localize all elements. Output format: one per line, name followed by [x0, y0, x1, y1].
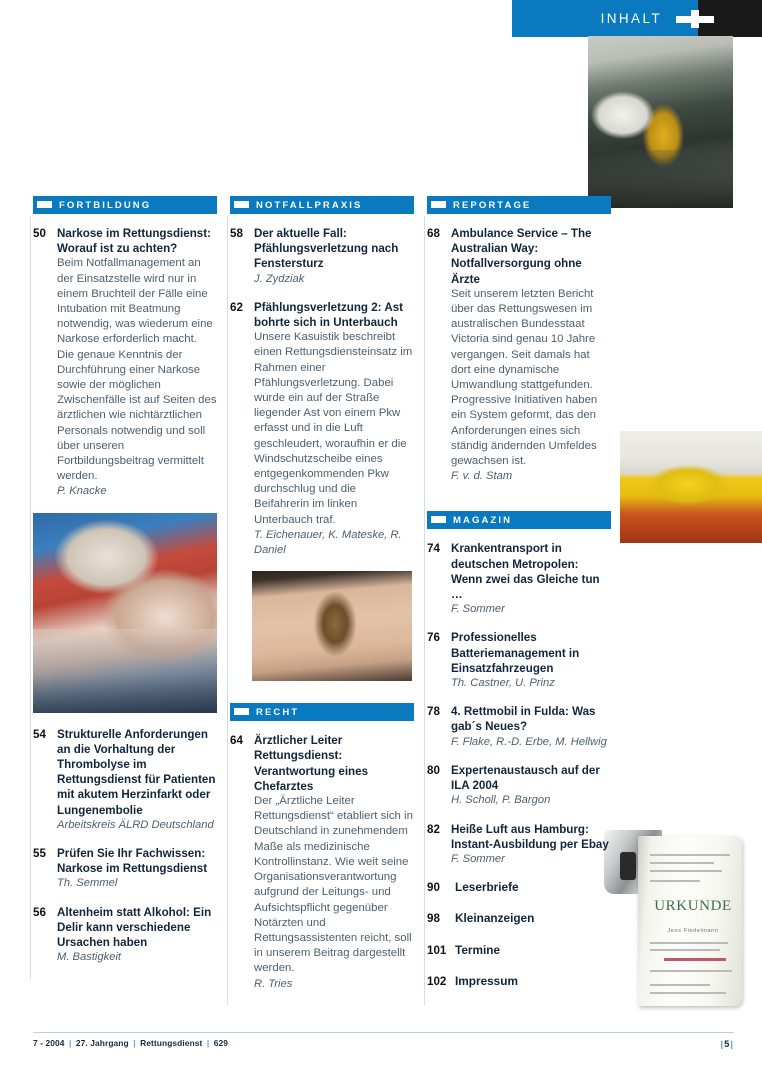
cross-icon	[676, 10, 714, 28]
footer-separator: |	[68, 1038, 72, 1048]
entry-author: J. Zydziak	[254, 272, 305, 285]
footer-separator: |	[133, 1038, 136, 1048]
dash-icon	[431, 516, 446, 523]
page-number: 62	[230, 300, 243, 314]
footer-separator: |	[720, 1038, 724, 1049]
footer-issue-line	[33, 1038, 228, 1048]
entry-title: Altenheim statt Alkohol: Ein Delir kann verschiedene Ursachen haben	[57, 905, 212, 950]
entry-author: Th. Semmel	[57, 877, 118, 890]
toc-entry[interactable]	[427, 880, 611, 895]
page-number: 55	[33, 847, 46, 861]
entry-title: Impressum	[455, 973, 518, 988]
footer-issue: 7 - 2004	[33, 1038, 65, 1048]
page-title: INHALT	[600, 11, 662, 26]
entry-title: Strukturelle Anforderungen an die Vorhaltung der Thrombolyse im Rettungsdienst für Patienten mit akutem Herzinfarkt oder Lungenembolie	[57, 727, 216, 817]
entry-title: Kleinanzeigen	[455, 911, 535, 926]
certificate-title: URKUNDE	[654, 898, 732, 914]
entry-title: Heiße Luft aus Hamburg: Instant-Ausbildung per Ebay	[451, 822, 609, 851]
entry-title: Prüfen Sie Ihr Fachwissen: Narkose im Rettungsdienst	[57, 847, 208, 876]
toc-entry[interactable]	[33, 226, 217, 500]
dash-icon	[37, 201, 52, 208]
dash-icon	[234, 201, 249, 208]
toc-entry[interactable]	[427, 630, 611, 691]
entry-text: Der „Ärztliche Leiter Rettungsdienst“ etabliert sich in Deutschland in zunehmendem Maße als medizinische Kontrollinstanz. Wie weit seine Organisationsverantwortung aufgrund der Leitungs- und Aufsichtspflicht gegenüber Notärzten und Rettungsassistenten reicht, soll in unserem Beitrag dargestellt werden.	[254, 795, 413, 975]
page-number: 102	[427, 974, 447, 988]
entry-author: H. Scholl, P. Bargon	[451, 794, 551, 807]
column-fortbildung	[33, 196, 217, 979]
emergency-rescue-patient-photo	[33, 513, 217, 713]
section-header-fortbildung	[33, 196, 217, 214]
page-number: 74	[427, 542, 440, 556]
section-header-recht	[230, 703, 414, 721]
page-number: 78	[427, 705, 440, 719]
entry-title: Leserbriefe	[455, 880, 519, 895]
section-label: FORTBILDUNG	[59, 199, 152, 211]
section-label: RECHT	[256, 706, 300, 718]
page-number: 68	[427, 227, 440, 240]
toc-entry[interactable]	[230, 733, 414, 991]
entry-author: F. v. d. Stam	[451, 470, 513, 483]
overturned-ambulance-rescue-photo	[588, 36, 733, 208]
abdominal-injury-photo	[252, 571, 412, 681]
toc-entry[interactable]	[33, 727, 217, 833]
entry-title: Krankentransport in deutschen Metropolen: Wenn zwei das Gleiche tun …	[451, 542, 600, 602]
toc-entry[interactable]	[427, 974, 611, 989]
toc-entry[interactable]	[33, 846, 217, 892]
toc-entry[interactable]	[230, 300, 414, 558]
column-notfallpraxis	[230, 196, 414, 1005]
entry-title: Termine	[455, 942, 501, 957]
toc-entry[interactable]	[230, 226, 414, 287]
page-number: 76	[427, 631, 440, 645]
entry-author: Arbeitskreis ÄLRD Deutschland	[57, 818, 214, 831]
toc-entry[interactable]	[427, 822, 611, 868]
entry-author: R. Tries	[254, 977, 293, 990]
page-number: 90	[427, 881, 440, 895]
entry-text: Beim Notfallmanagement an der Einsatzstelle wird nur in einem Bruchteil der Fälle eine Intubation mit Beatmung notwendig, was wiederum eine Narkose erforderlich macht. Die genaue Kenntnis der Durchführung einer Narkose sowie der möglichen Zwischenfälle ist auf Seiten des ärztlichen wie nichtärztlichen Personals notwendig und soll über unseren Fortbildungsbeitrag vermittelt werden.	[57, 257, 217, 483]
page-footer	[33, 1032, 734, 1052]
page-number: 54	[33, 727, 46, 741]
section-label: REPORTAGE	[453, 199, 532, 211]
page-number: 80	[427, 763, 440, 777]
entry-author: F. Sommer	[451, 852, 505, 865]
section-header-magazin	[427, 511, 611, 529]
urkunde-certificate-photo	[600, 820, 762, 1020]
entry-text: Unsere Kasuistik beschreibt einen Rettungsdiensteinsatz im Rahmen einer Pfählungsverletzung. Dabei wurde ein auf der Straße liegender Ast von einem Pkw erfasst und in die Luft geschleudert, woraufhin er die Windschutzscheibe eines entgegenkommenden Pkw durchschlug und die Beifahrerin im linken Unterbauch traf.	[254, 331, 413, 526]
section-header-reportage	[427, 196, 611, 214]
footer-separator: |	[730, 1038, 733, 1049]
footer-magazine: Rettungsdienst	[140, 1038, 203, 1048]
dash-icon	[431, 201, 446, 208]
entry-author: T. Eichenauer, K. Mateske, R. Daniel	[254, 528, 402, 557]
certificate-name: Jens Fiedelmann	[667, 928, 719, 934]
entry-title: Der aktuelle Fall: Pfählungsverletzung nach Fenstersturz	[254, 227, 399, 271]
section-label: NOTFALLPRAXIS	[256, 199, 363, 211]
entry-title: Pfählungsverletzung 2: Ast bohrte sich in Unterbauch	[254, 300, 404, 330]
entry-author: F. Flake, R.-D. Erbe, M. Hellwig	[451, 735, 607, 748]
toc-entry[interactable]	[427, 704, 611, 750]
footer-volume: 27. Jahrgang	[75, 1038, 129, 1048]
column-reportage-magazin	[427, 196, 611, 1005]
entry-author: Th. Castner, U. Prinz	[451, 677, 555, 690]
footer-separator: |	[206, 1038, 210, 1048]
page-number-value: 5	[724, 1038, 730, 1049]
entry-text: Seit unserem letzten Bericht über das Rettungswesen im australischen Bundesstaat Victoria sind genau 10 Jahre vergangen. Seit damals hat dort eine dynamische Umwandlung stattgefunden. Progressive Initiativen haben ein System geformt, das den Anforderungen eines sich ständig ändernden Umfeldes gewachsen ist.	[451, 287, 598, 468]
entry-author: M. Bastigkeit	[57, 951, 122, 964]
toc-entry[interactable]	[427, 763, 611, 809]
certificate-paper	[638, 836, 742, 1006]
footer-number: 629	[213, 1038, 229, 1048]
entry-title: Ärztlicher Leiter Rettungsdienst: Verantwortung eines Chefarztes	[254, 734, 369, 793]
toc-entry[interactable]	[427, 911, 611, 926]
toc-entry[interactable]	[427, 943, 611, 958]
page-number: 64	[230, 734, 243, 748]
page-number: 56	[33, 905, 46, 919]
entry-title: 4. Rettmobil in Fulda: Was gab´s Neues?	[451, 705, 596, 734]
page-number: 50	[33, 227, 46, 240]
entry-title: Narkose im Rettungsdienst: Worauf ist zu achten?	[57, 227, 211, 256]
entry-author: P. Knacke	[57, 485, 107, 498]
dash-icon	[234, 708, 249, 715]
toc-entry[interactable]	[427, 541, 611, 617]
ambulance-trade-fair-photo	[620, 431, 762, 543]
page-number: 98	[427, 912, 440, 926]
entry-title: Professionelles Batteriemanagement in Einsatzfahrzeugen	[451, 631, 580, 675]
entry-title: Expertenaustausch auf der ILA 2004	[451, 763, 600, 793]
page-number: 58	[230, 227, 243, 240]
entry-title: Ambulance Service – The Australian Way: Notfallversorgung ohne Ärzte	[451, 227, 592, 286]
page-number: 101	[427, 943, 447, 957]
toc-entry[interactable]	[427, 226, 611, 484]
section-label: MAGAZIN	[453, 514, 513, 526]
section-header-notfallpraxis	[230, 196, 414, 214]
page-number: 82	[427, 822, 440, 836]
footer-page-number	[720, 1038, 734, 1049]
certificate-highlight	[664, 958, 726, 961]
toc-entry[interactable]	[33, 905, 217, 966]
entry-author: F. Sommer	[451, 603, 505, 616]
